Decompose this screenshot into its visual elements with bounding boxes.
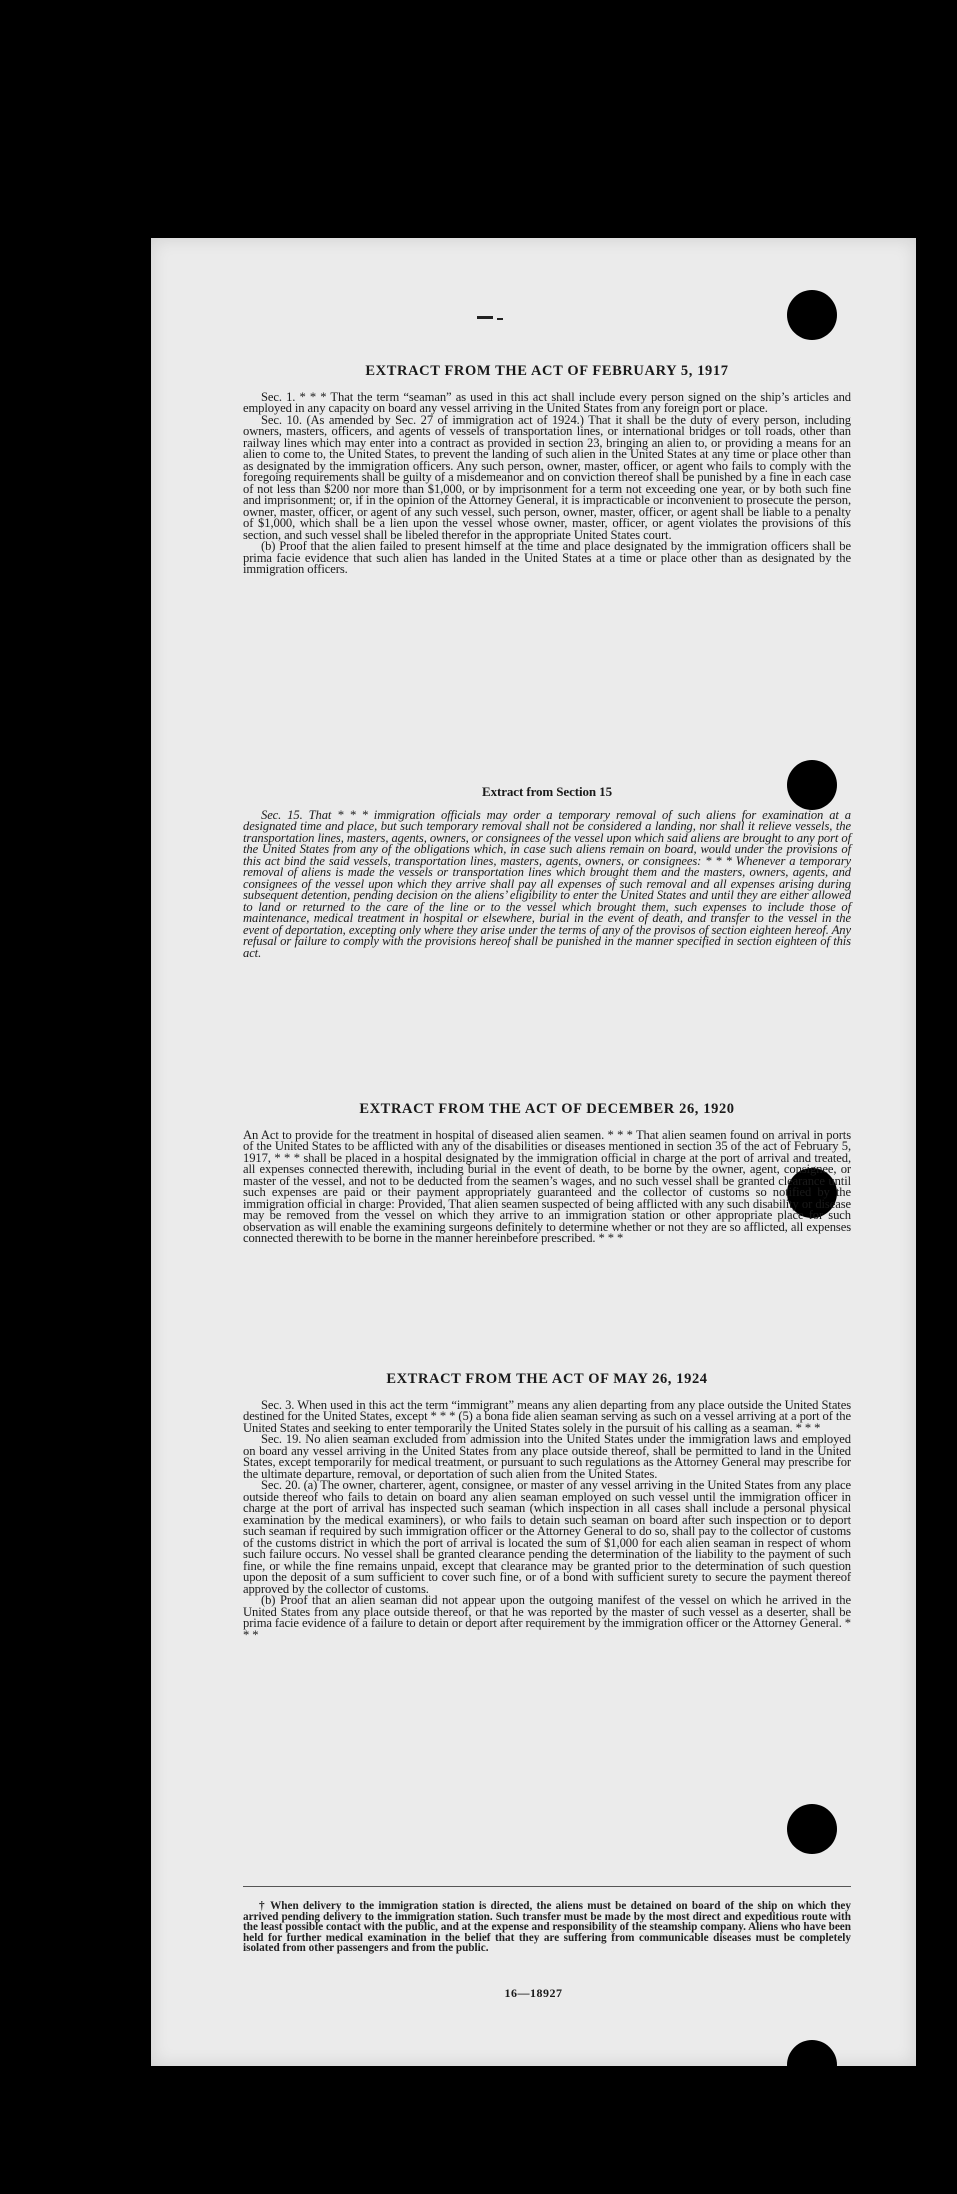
paragraph: Sec. 1. * * * That the term “seaman” as used in this act shall include every person signed on the ship’s articles and employed in any capacity on board any vessel arriving in the United States from any foreign port or place. [243,389,851,415]
section-subheading: Extract from Section 15 [482,784,612,799]
footnote [243,1901,851,1954]
form-number: 16—18927 [504,1986,563,2000]
italic-paragraph: Sec. 15. That * * * immigration officials may order a temporary removal of such aliens for examination at a designated time and place, but such temporary removal shall not be considered a landing, nor shall it relieve vessels, the transportation lines, masters, agents, owners, or consignees of the vessel upon which said aliens are brought to any port of the United States from any of the obligations which, in case such aliens remain on board, would under the provisions of this act bind the said vessels, transportation lines, masters, agents, owners, or consignees: * * * Whenever a temporary removal of aliens is made the vessels or transportation lines which brought them and the masters, owners, agents, and consignees of the vessel upon which they arrive shall pay all expenses of such removal and all expenses arising during subsequent detention, pending decision on the aliens’ eligibility to enter the United States and until they are either allowed to land or returned to the care of the line or to the vessel which brought them, such expenses to include those of maintenance, medical treatment in hospital or elsewhere, burial in the event of death, and transfer to the vessel in the event of deportation, excepting only where they arise under the terms of any of the provisos of section eighteen hereof. Any refusal or failure to comply with the provisions hereof shall be punished in the manner specified in section eighteen of this act. [243,807,851,960]
ink-speck [477,316,493,319]
ink-speck [497,318,503,320]
punch-hole [787,290,837,340]
extract-section-15 [243,786,851,959]
punch-hole [787,1804,837,1854]
punch-hole [787,2040,837,2090]
section-heading: EXTRACT FROM THE ACT OF MAY 26, 1924 [386,1371,708,1387]
paragraph: Sec. 19. No alien seaman excluded from admission into the United States under the immigration laws and employed on board any vessel arriving in the United States from any place outside thereof, shall be permitted to land in the United States, except temporarily for medical treatment, or pursuant to such regulations as the Attorney General may prescribe for the ultimate departure, removal, or deportation of such alien from the United States. [243,1432,851,1481]
footnote-text: † When delivery to the immigration station is directed, the aliens must be detained on board of the ship on which they arrived pending delivery to the immigration station. Such transfer must be made by the most direct and expeditious route with the least possible contact with the public, and at the expense and responsibility of the steamship company. Aliens who have been held for further medical examination in the belief that they are suffering from communicable diseases must be completely isolated from other passengers and from the public. [243,1900,851,1955]
section-heading: EXTRACT FROM THE ACT OF FEBRUARY 5, 1917 [365,363,729,379]
document-page [151,238,916,2066]
paragraph: (b) Proof that the alien failed to present himself at the time and place designated by the immigration officers shall be prima facie evidence that such alien has landed in the United States at a time or place other than as designated by the immigration officers. [243,539,851,576]
extract-1920 [243,1101,851,1245]
section-heading: EXTRACT FROM THE ACT OF DECEMBER 26, 1920 [359,1101,735,1117]
paragraph: An Act to provide for the treatment in hospital of diseased alien seamen. * * * That alien seamen found on arrival in ports of the United States to be afflicted with any of the disabilities or diseases mentioned in section 35 of the act of February 5, 1917, * * * shall be placed in a hospital designated by the immigration official in charge at the port of arrival and treated, all expenses connected therewith, including burial in the event of death, to be borne by the owner, agent, consignee, or master of the vessel, and not to be deducted from the seamen’s wages, and no such vessel shall be granted clearance until such expenses are paid or their payment appropriately guaranteed and the collector of customs so notified by the immigration official in charge: Provided, That alien seamen suspected of being afflicted with any such disability or disease may be removed from the vessel on which they arrive to an immigration station or other appropriate place for such observation as will enable the examining surgeons definitely to determine whether or not they are so afflicted, all expenses connected therewith to be borne in the manner hereinbefore prescribed. * * * [243,1127,851,1245]
paragraph: (b) Proof that an alien seaman did not appear upon the outgoing manifest of the vessel on which he arrived in the United States from any place outside thereof, or that he was reported by the master of such vessel as a deserter, shall be prima facie evidence of a failure to detain or deport after requirement by the immigration officer or the Attorney General. * * * [243,1593,851,1642]
paragraph: Sec. 3. When used in this act the term “immigrant” means any alien departing from any place outside the United States destined for the United States, except * * * (5) a bona fide alien seaman serving as such on a vessel arriving at a port of the United States and seeking to enter temporarily the United States solely in the pursuit of his calling as a seaman. * * * [243,1397,851,1435]
paragraph: Sec. 20. (a) The owner, charterer, agent, consignee, or master of any vessel arriving in the United States from any place outside thereof who fails to detain on board any alien seaman employed on such vessel until the immigration officer in charge at the port of arrival has inspected such seaman (which inspection in all cases shall include a personal physical examination by the medical examiners), or who fails to detain such seaman on board after such inspection or to deport such seaman if required by such immigration officer or the Attorney General to do so, shall pay to the collector of customs of the customs district in which the port of arrival is located the sum of $1,000 for each alien seaman in respect of whom such failure occurs. No vessel shall be granted clearance pending the determination of the liability to the payment of such fine, or while the fine remains unpaid, except that clearance may be granted prior to the determination of such question upon the deposit of a sum sufficient to cover such fine, or of a bond with sufficient surety to secure the payment thereof approved by the collector of customs. [243,1478,851,1596]
footnote-divider [243,1886,851,1887]
extract-1917 [243,363,851,576]
paragraph: Sec. 10. (As amended by Sec. 27 of immigration act of 1924.) That it shall be the duty of every person, including owners, masters, officers, and agents of vessels of transportation lines, or international bridges or toll roads, other than railway lines which may enter into a contract as provided in section 23, bringing an alien to, or providing a means for an alien to come to, the United States, to prevent the landing of such alien in the United States at any time or place other than as designated by the immigration officers. Any such person, owner, master, officer, or agent who fails to comply with the foregoing requirements shall be guilty of a misdemeanor and on conviction thereof shall be punished by a fine in each case of not less than $200 nor more than $1,000, or by imprisonment for a term not exceeding one year, or by both such fine and imprisonment; or, if in the opinion of the Attorney General, it is impracticable or inconvenient to prosecute the person, owner, master, officer, or agent of any such vessel, such person, owner, master, officer, or agent shall be liable to a penalty of $1,000, which shall be a lien upon the vessel whose owner, master, officer, or agent violates the provisions of this section, and such vessel shall be libeled therefor in the appropriate United States court. [243,412,851,542]
extract-1924 [243,1371,851,1642]
